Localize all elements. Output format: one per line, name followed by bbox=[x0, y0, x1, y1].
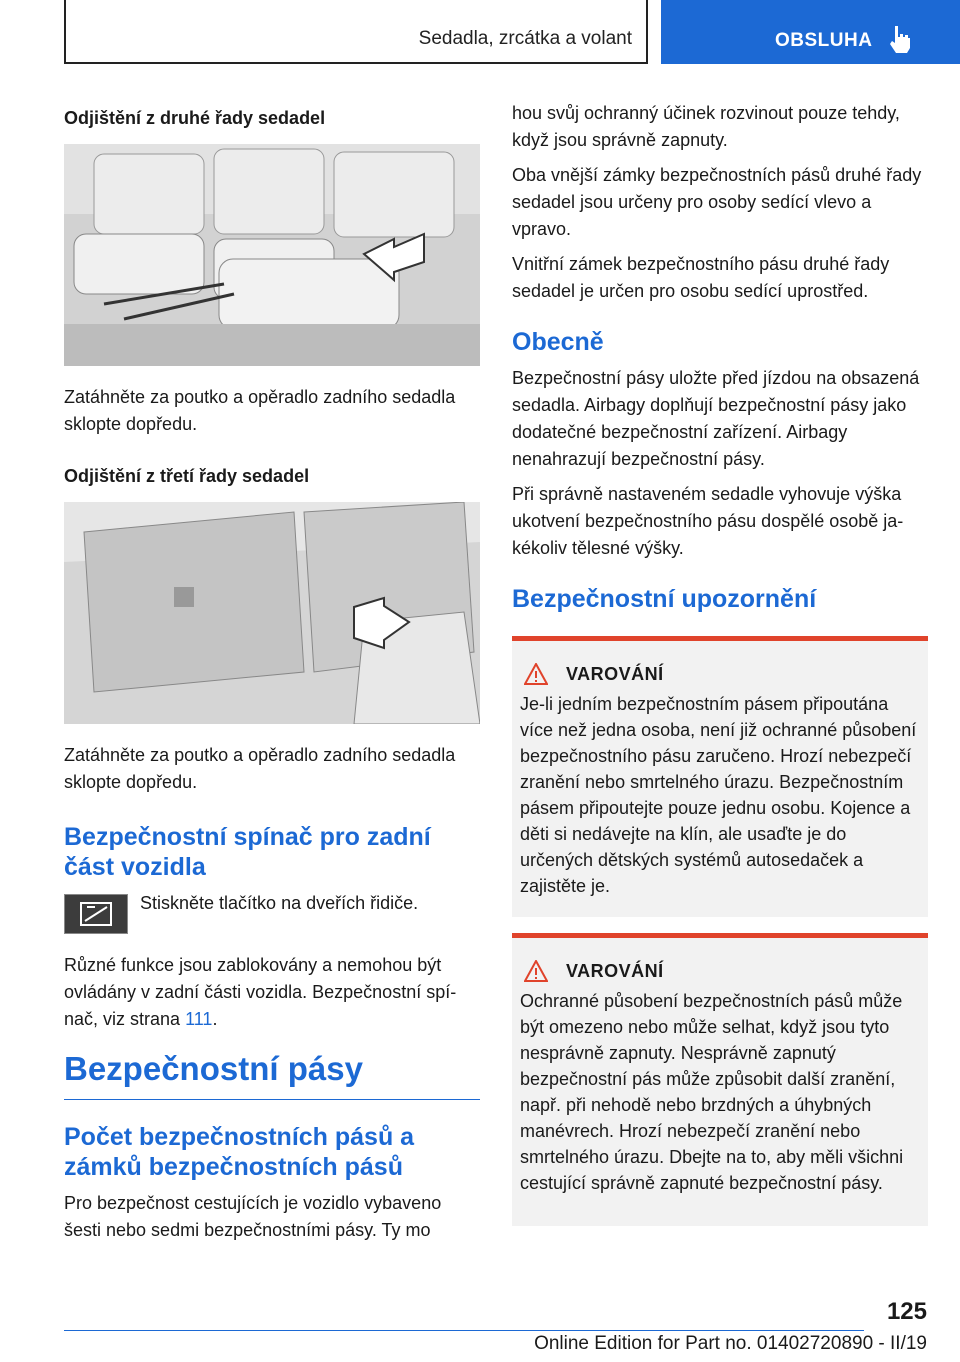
left-column bbox=[64, 100, 480, 1252]
warning-text-2: Ochranné působení bezpečnostních pásů může být omezeno nebo může selhat, když jsou tyto nesprávně zapnuty. Nesprávně zapnutý bezpečnostní pás může způsobit další zranění, např. při nehodě nebo brzdných a úhybných manévrech. Hrozí nebezpečí zranění nebo smrtelného úrazu. Dbejte na to, aby měli všichni cestující správně zapnuté bezpečnostní pásy. bbox=[520, 991, 904, 1193]
heading-safety-warnings: Bezpečnostní upozornění bbox=[512, 585, 817, 613]
subheading-second-row: Odjištění z druhé řady sedadel bbox=[64, 108, 326, 128]
page-number: 125 bbox=[886, 1298, 927, 1325]
heading-belt-count: Počet bezpečnostních pásů a zámků bezpečnostních pásů bbox=[64, 1123, 415, 1181]
safety-switch-instruction: Stiskněte tlačítko na dveřích řidiče. bbox=[140, 893, 419, 913]
warning-text-1: Je-li jedním bezpečnostním pásem připoutána více než jedna osoba, není již ochranné působení bezpečnostního pásu zaručeno. Hrozí nebezpečí zranění nebo smrtelného úrazu. Bezpečnostním pásem připoutejte pouze jednu osobu. Kojence a děti si nedávejte na klín, ale usaďte je do určených dětských systémů autosedaček a zajistěte je. bbox=[520, 694, 917, 896]
right-column bbox=[512, 100, 928, 1240]
caption-third-row: Zatáhněte za poutko a opěradlo zadního sedadla sklopte dopředu. bbox=[64, 745, 456, 792]
page-link-111[interactable]: 111 bbox=[185, 1009, 213, 1029]
chapter-tab[interactable] bbox=[661, 0, 960, 64]
general-paragraph-2: Při správně nastaveném sedadle vyhovuje výška ukotvení bezpečnostního pásu dospělé osobě jakékoliv tělesné výšky. bbox=[512, 484, 904, 558]
heading-general: Obecně bbox=[512, 328, 604, 356]
header-frame bbox=[64, 0, 648, 64]
heading-seat-belts: Bezpečnostní pásy bbox=[64, 1049, 480, 1100]
general-paragraph-1: Bezpečnostní pásy uložte před jízdou na obsazená sedadla. Airbagy doplňují bezpečnostní pásy jako dodatečné bezpečnostní zařízení. Airbagy nenahrazují bezpečnostní pásy. bbox=[512, 368, 920, 469]
safety-switch-paragraph: Různé funkce jsou zablokovány a nemohou být ovládány v zadní části vozidla. Bezpečnostní spínač, viz strana 111. bbox=[64, 955, 457, 1029]
warning-triangle-icon bbox=[524, 960, 548, 982]
chapter-tab-label: OBSLUHA bbox=[775, 30, 873, 51]
belt-count-paragraph: Pro bezpečnost cestujících je vozidlo vybaveno šesti nebo sedmi bezpečnostními pásy. Ty mo bbox=[64, 1193, 442, 1240]
subheading-third-row: Odjištění z třetí řady sedadel bbox=[64, 466, 310, 486]
inner-buckle-paragraph: Vnitřní zámek bezpečnostního pásu druhé řady sedadel je určen pro osobu sedící uprostřed. bbox=[512, 254, 890, 301]
warning-triangle-icon bbox=[524, 663, 548, 685]
edition-text: Online Edition for Part no. 01402720890 - II/19 bbox=[534, 1333, 927, 1354]
warning-box-1 bbox=[512, 636, 928, 917]
second-row-seat-image bbox=[64, 144, 480, 366]
footer-divider bbox=[64, 1330, 864, 1331]
hand-pointer-icon bbox=[887, 24, 913, 54]
warning-title-1: VAROVÁNÍ bbox=[520, 663, 918, 685]
child-lock-button-icon bbox=[64, 894, 128, 934]
belt-count-continued: hou svůj ochranný účinek rozvinout pouze tehdy, když jsou správně zapnuty. bbox=[512, 103, 900, 150]
section-title: Sedadla, zrcátka a volant bbox=[418, 28, 632, 49]
warning-title-2: VAROVÁNÍ bbox=[520, 960, 918, 982]
heading-safety-switch: Bezpečnostní spínač pro zadní část vozidla bbox=[64, 823, 431, 881]
warning-box-2 bbox=[512, 933, 928, 1226]
outer-buckles-paragraph: Oba vnější zámky bezpečnostních pásů druhé řady sedadel jsou určeny pro osoby sedící vlevo a vpravo. bbox=[512, 165, 922, 239]
safety-switch-row bbox=[64, 890, 480, 940]
caption-second-row: Zatáhněte za poutko a opěradlo zadního sedadla sklopte dopředu. bbox=[64, 387, 456, 434]
third-row-seat-image bbox=[64, 502, 480, 724]
